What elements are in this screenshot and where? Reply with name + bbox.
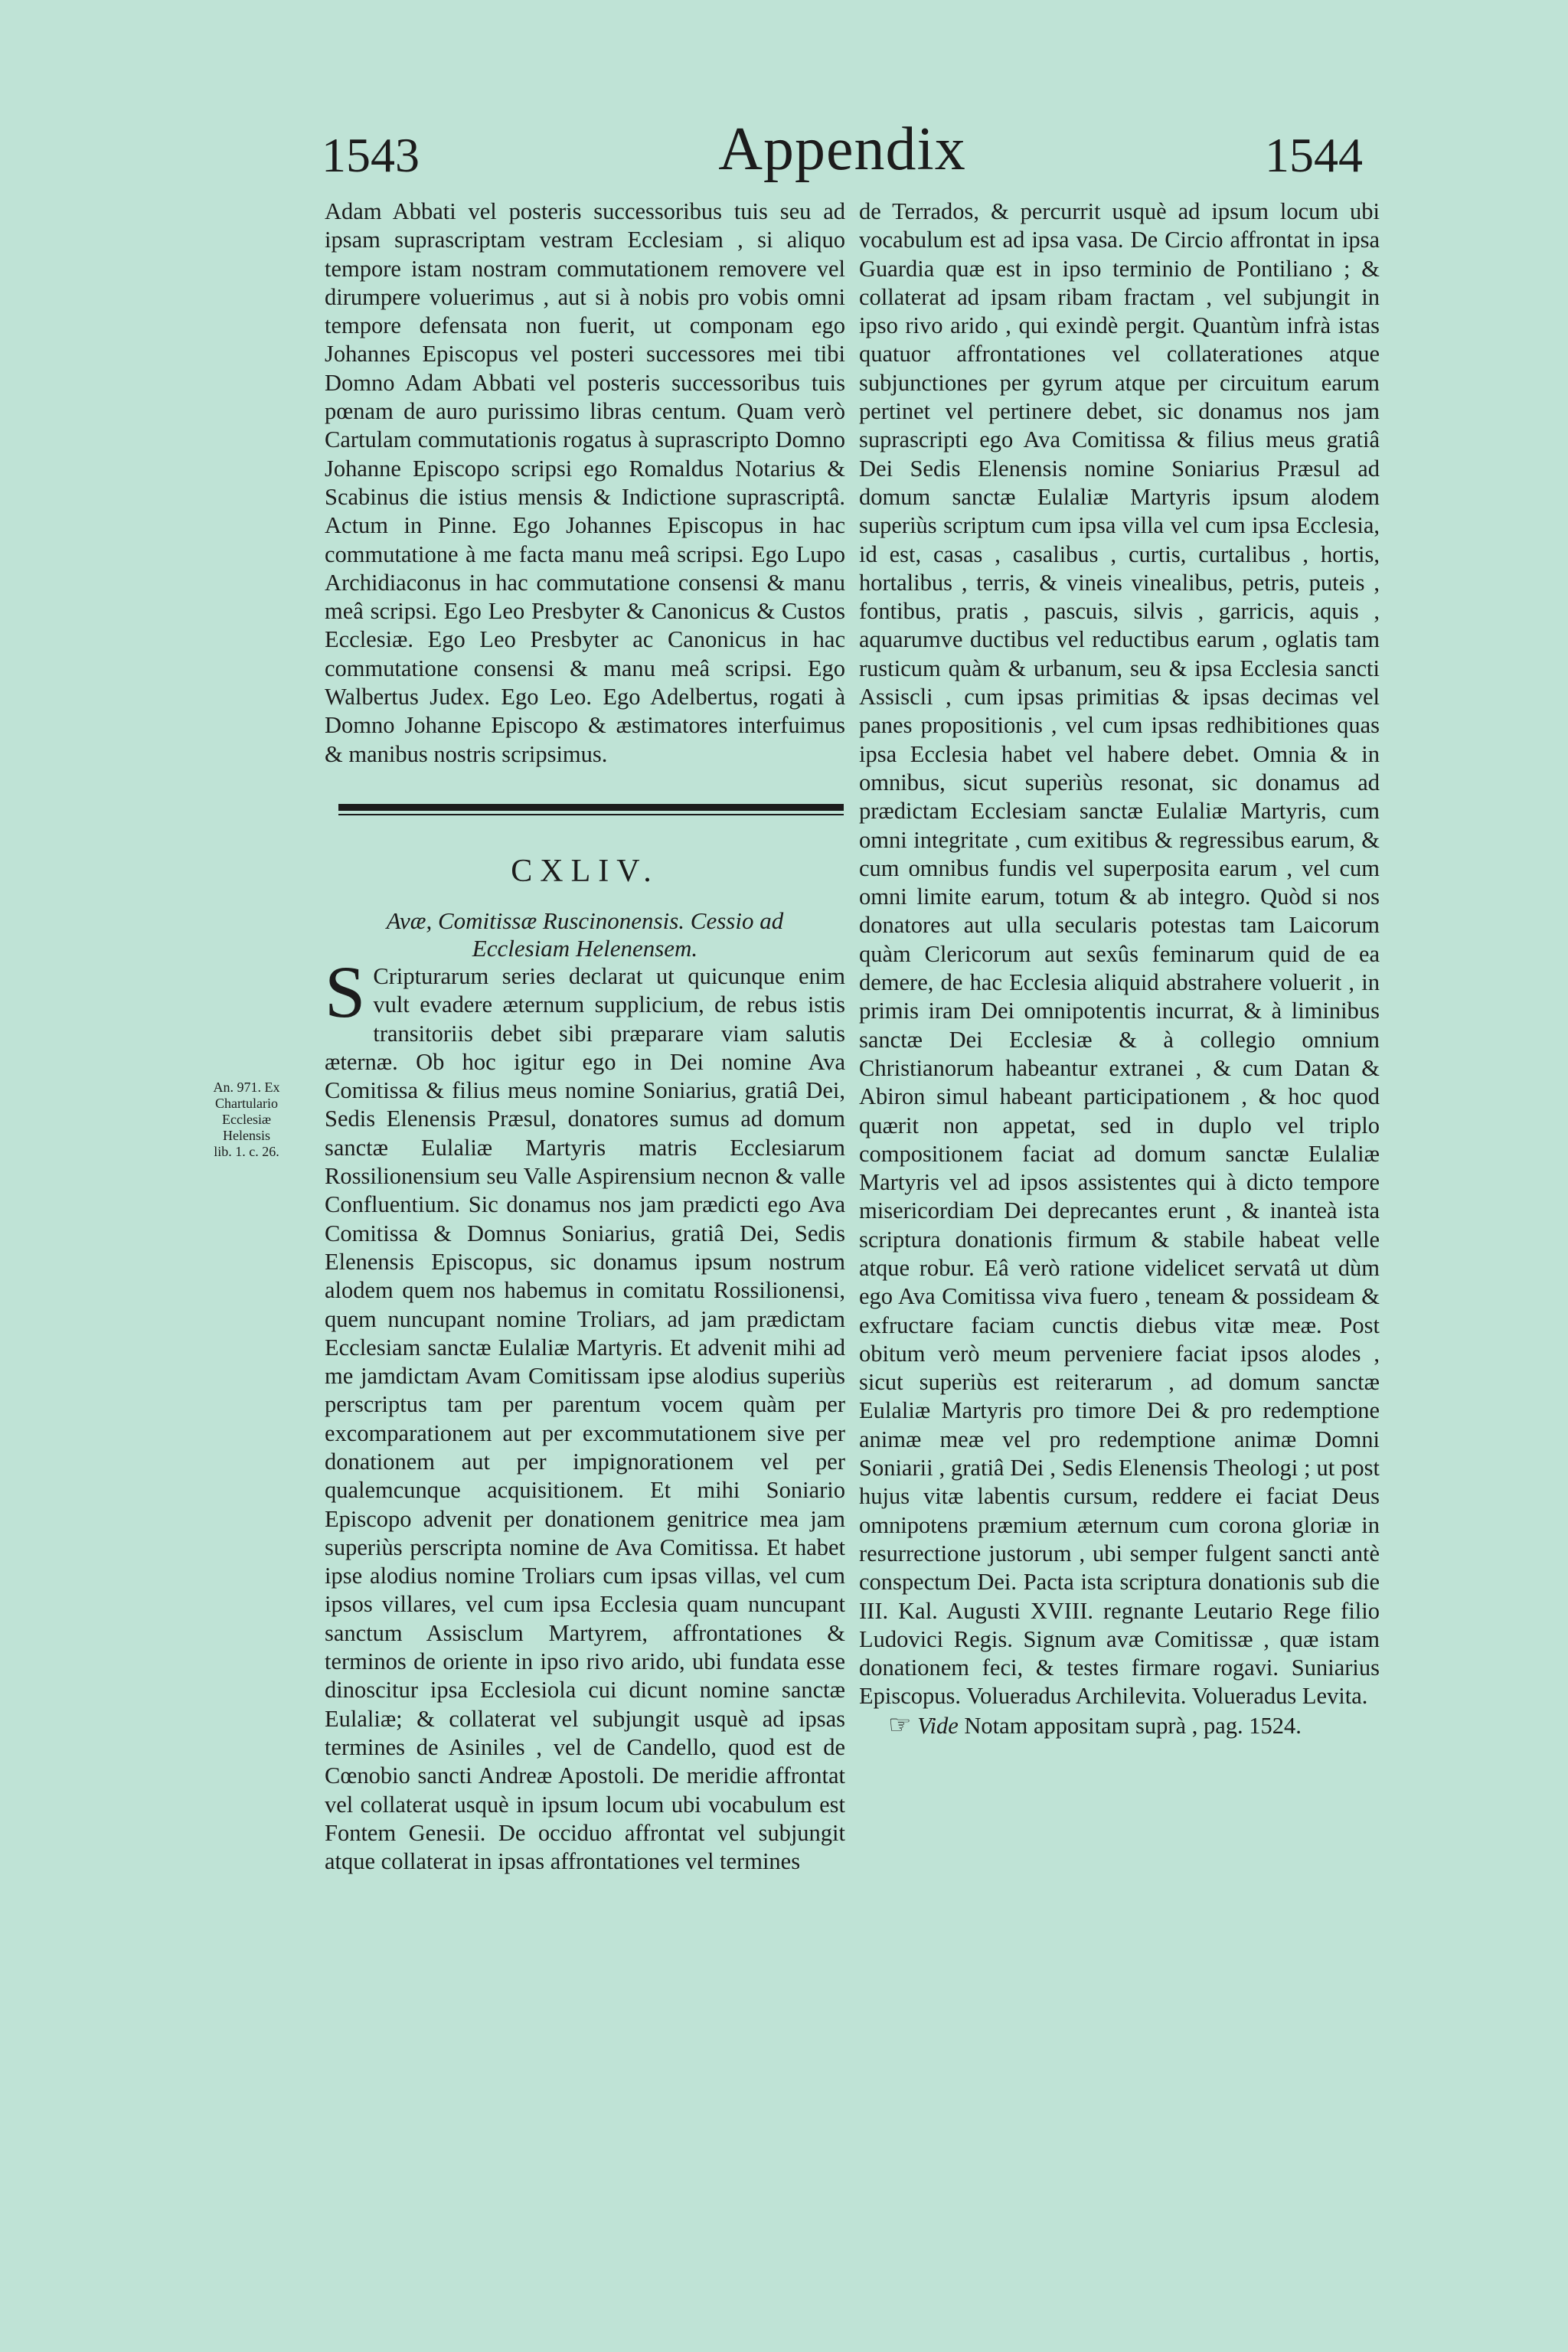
section-number: CXLIV. (511, 853, 659, 889)
margin-note: An. 971. Ex Chartulario Ecclesiæ Helensis lib. 1. c. 26. (213, 1080, 280, 1159)
section-body (325, 950, 845, 1877)
vide-label: Vide (917, 1712, 959, 1739)
continuation-paragraph: Adam Abbati vel posteris successoribus tuis seu ad ipsam suprascriptam vestram Ecclesiam , si aliquo tempore istam nostram commutationem removere vel dirumpere voluerimus , aut si à nobis pro vobis omni tempore defensata non fuerit, ut componam ego Johannes Episcopus vel posteri successores mei tibi Domno Adam Abbati vel posteris successoribus tuis pœnam de auro purissimo libras centum. Quam verò Cartulam commutationis rogatus à suprascripto Domno Johanne Episcopo scripsi ego Romaldus Notarius & Scabinus die istius mensis & Indictione suprascriptâ. Actum in Pinne. Ego Johannes Episcopus in hac commutatione à me facta manu meâ scripsi. Ego Lupo Archidiaconus in hac commutatione consensi & manu meâ scripsi. Ego Leo Presbyter & Canonicus & Custos Ecclesiæ. Ego Leo Presbyter ac Canonicus in hac commutatione consensi & manu meâ scripsi. Ego Walbertus Judex. Ego Leo. Ego Adelbertus, rogati à Domno Johanne Episcopo & æstimatores interfuimus & manibus nostris scripsimus. (325, 198, 845, 767)
vide-text: Notam appositam suprà , pag. 1524. (964, 1712, 1302, 1739)
right-column-body: de Terrados, & percurrit usquè ad ipsum locum ubi vocabulum est ad ipsa vasa. De Circio affrontat in ipsa Guardia quæ est in ipso terminio de Pontiliano ; & collaterat ad ipsam ribam fractam , vel subjungit in ipso rivo arido , qui exindè pergit. Quantùm infrà istas quatuor affrontationes vel collaterationes atque subjunctiones per gyrum atque per circuitum earum pertinet vel pertinere debet, sic donamus nos jam suprascripti ego Ava Comitissa & filius meus gratiâ Dei Sedis Elenensis nomine Soniarius Præsul ad domum sanctæ Eulaliæ Martyris ipsum alodem superiùs scriptum cum ipsa villa vel cum ipsa Ecclesia, id est, casas , casalibus , curtis, curtalibus , hortis, hortalibus , terris, & vineis vinealibus, petris, puteis , fontibus, pratis , pascuis, silvis , garricis, aquis , aquarumve ductibus vel reductibus earum , oglatis tam rusticum quàm & urbanum, seu & ipsa Ecclesia sancti Assiscli , cum ipsas primitias & ipsas decimas vel panes propositionis , vel cum ipsas redhibitiones quas ipsa Ecclesia habet vel habere debet. Omnia & in omnibus, sicut superiùs resonat, sic donamus ad prædictam Ecclesiam sanctæ Eulaliæ Martyris, cum omni integritate , cum exitibus & regressibus earum, & cum omnibus fundis vel superposita earum , vel cum omni limite earum, totum & ab integro. Quòd si nos donatores aut ulla secularis potestas tam Laicorum quàm Clericorum aut sexûs feminarum quid de ea demere, de hac Ecclesia aliquid abstrahere voluerit , in primis iram Dei omnipotentis incurrat, & à liminibus sanctæ Dei Ecclesiæ & à collegio omnium Christianorum habeantur extranei , & cum Datan & Abiron simul habeant participationem , & hoc quod quærit non appetat, sed in duplo vel triplo compositionem faciat ad domum sanctæ Eulaliæ Martyris vel ad ipsos assistentes qui à dicto tempore misericordiam Dei deprecantes erunt , & inanteà ista scriptura donationis firmum & stabile habeat velle atque robur. Eâ verò ratione videlicet servatâ ut dùm ego Ava Comitissa viva fuero , teneam & possideam & exfructare faciam cunctis diebus vitæ meæ. Post obitum verò meum perveniere faciat ipsos alodes , sicut superiùs est reiterarum , ad domum sanctæ Eulaliæ Martyris pro timore Dei & pro redemptione animæ meæ vel pro redemptione animæ Domni Soniarii , gratiâ Dei , Sedis Elenensis Theologi ; ut post hujus vitæ labentis cursum, reddere ei faciat Deus omnipotens præmium æternum cum corona gloriæ in resurrectione justorum , ubi semper fulgent sancti antè conspectum Dei. Pacta ista scriptura donationis sub die III. Kal. Augusti XVIII. regnante Leutario Rege filio Ludovici Regis. Signum avæ Comitissæ , quæ istam donationem feci, & testes firmare rogavi. Suniarius Episcopus. Volueradus Archilevita. Volueradus Levita. (859, 198, 1380, 1710)
section-body-text: Cripturarum series declarat ut quicunque enim vult evadere æternum supplicium, de rebus istis transitoriis debet sibi præparare viam salutis æternæ. Ob hoc igitur ego in Dei nomine Ava Comitissa & filius meus nomine Soniarius, gratiâ Dei, Sedis Elenensis Præsul, donatores sumus ad domum sanctæ Eulaliæ Martyris matris Ecclesiarum Rossilionensium seu Valle Aspirensium necnon & valle Confluentium. Sic donamus nos jam prædicti ego Ava Comitissa & Domnus Soniarius, gratiâ Dei, Sedis Elenensis Episcopus, sic donamus ipsum nostrum alodem quem nos habemus in comitatu Rossilionensi, quem nuncupant nomine Troliars, ad jam prædictam Ecclesiam sanctæ Eulaliæ Martyris. Et advenit mihi ad me jamdictam Avam Comitissam ipse alodius superiùs perscriptus tam per parentum vocem quàm per excomparationem aut per excommutationem sive per donationem aut per impignorationem vel per qualemcunque acquisitionem. Et mihi Soniario Episcopo advenit per donationem genitrice mea jam superiùs perscripta nomine de Ava Comitissa. Et habet ipse alodius nomine Troliars cum ipsas villas, vel cum ipsos villares, vel cum ipsa Ecclesia quam nuncupant sanctum Assisclum Martyrem, affrontationes & terminos de oriente in ipso rivo arido, ubi fundata esse dinoscitur ipsa Ecclesiola cui dicunt nomine sanctæ Eulaliæ; & collaterat vel subjungit usquè ad ipsas termines de Asiniles , vel de Candello, quod est de Cœnobio sancti Andreæ Apostoli. De meridie affrontat vel collaterat usquè in ipsum locum ubi vocabulum est Fontem Genesii. De occiduo affrontat vel subjungit atque collaterat in ipsas affrontationes vel termines (325, 962, 845, 1875)
page-number-right: 1544 (1265, 128, 1363, 182)
running-title: Appendix (718, 116, 966, 183)
section-divider (338, 804, 844, 815)
pointing-hand-icon: ☞ (888, 1710, 912, 1740)
left-column (325, 198, 845, 1876)
divider-thick-line (338, 804, 844, 811)
right-column (859, 198, 1380, 1740)
cross-reference-note (859, 1711, 1380, 1740)
page-header (322, 115, 1363, 199)
section-title (325, 907, 845, 962)
drop-cap: S (325, 950, 366, 1033)
section-title-line-2: Ecclesiam Helenensem. (472, 934, 698, 962)
section-title-line-1: Avæ, Comitissæ Ruscinonensis. Cessio ad (386, 906, 784, 934)
page-number-left: 1543 (322, 128, 420, 182)
divider-thin-line (338, 814, 844, 815)
